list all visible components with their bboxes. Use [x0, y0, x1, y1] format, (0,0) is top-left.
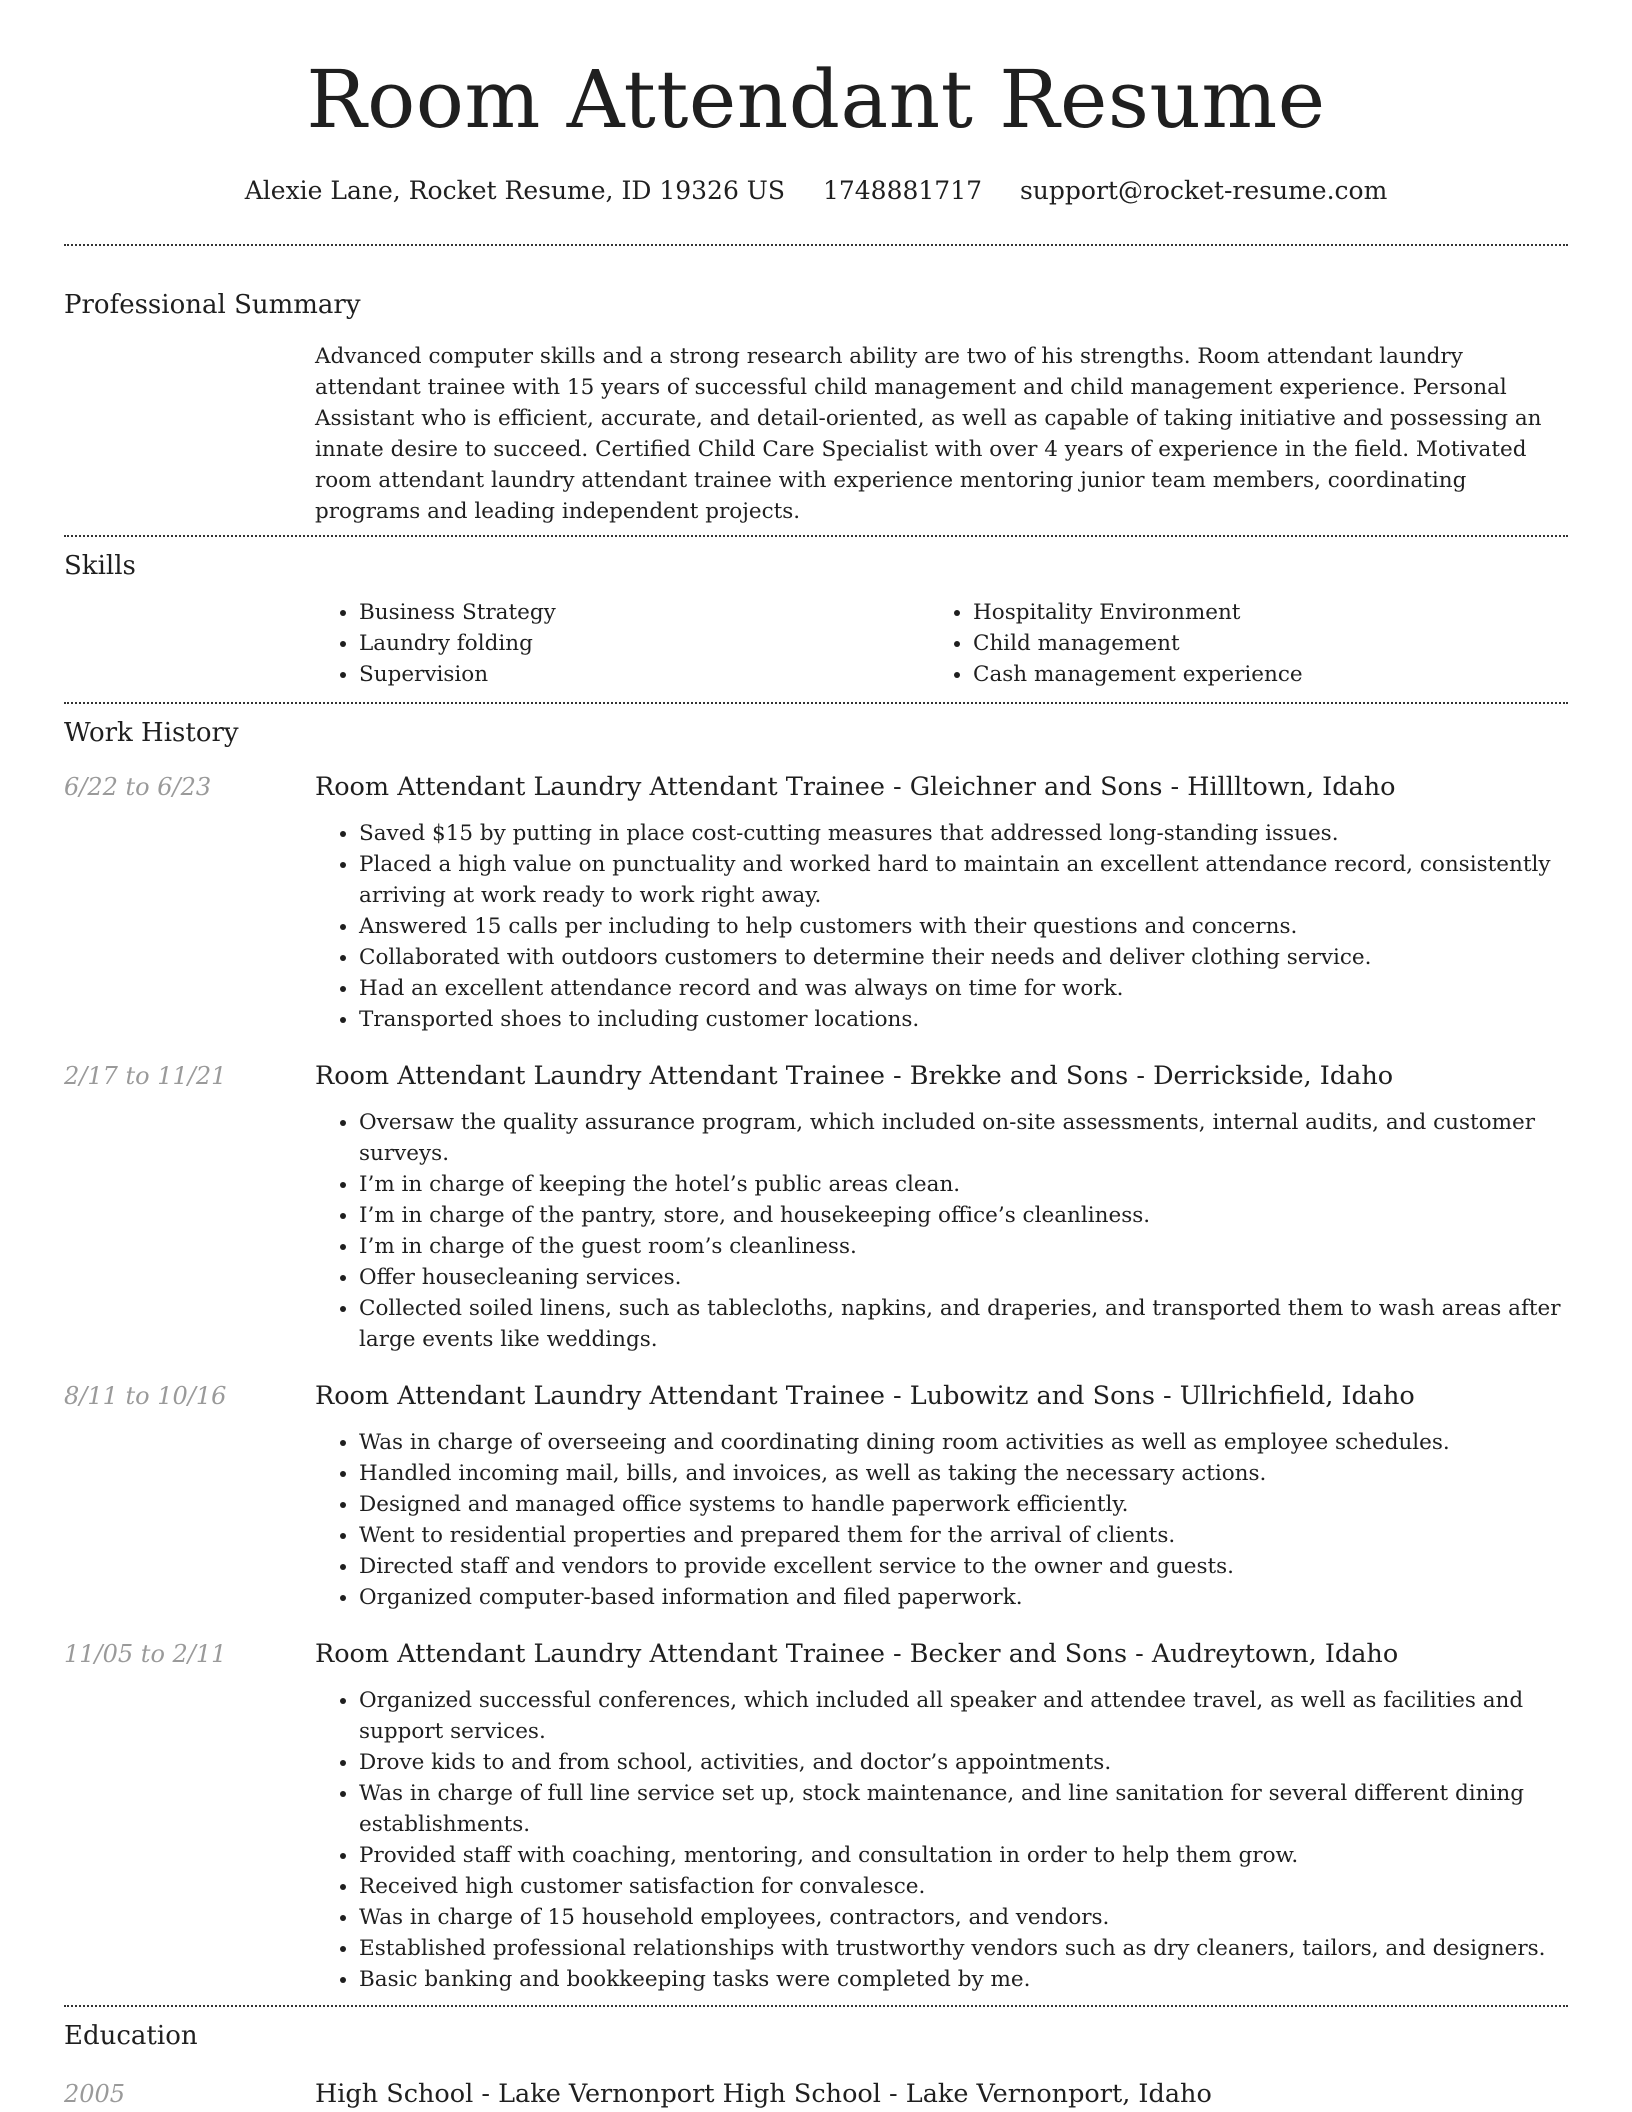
- job-bullet: • Handled incoming mail, bills, and invoices, as well as taking the necessary actions.: [359, 1458, 1568, 1489]
- resume-page: [64, 0, 1568, 2111]
- contact-line: [64, 174, 1568, 208]
- job-bullet: • Transported shoes to including customer locations.: [359, 1004, 1568, 1035]
- education-entry: [64, 2077, 1568, 2111]
- job-bullets: [315, 1427, 1568, 1613]
- job-bullet: • I’m in charge of keeping the hotel’s public areas clean.: [359, 1169, 1568, 1200]
- divider: [64, 244, 1568, 246]
- job-bullets: [315, 818, 1568, 1035]
- education-date: 2005: [64, 2080, 126, 2108]
- job-entry: [64, 1637, 1568, 1995]
- summary-heading: Professional Summary: [64, 290, 361, 320]
- job-bullet: • Had an excellent attendance record and was always on time for work.: [359, 973, 1568, 1004]
- skill-item: • Child management: [973, 628, 1533, 659]
- skill-item: • Hospitality Environment: [973, 597, 1533, 628]
- job-bullet: • Organized successful conferences, which included all speaker and attendee travel, as well as facilities and support services.: [359, 1685, 1568, 1747]
- job-bullet: • I’m in charge of the pantry, store, and housekeeping office’s cleanliness.: [359, 1200, 1568, 1231]
- job-title: Room Attendant Laundry Attendant Trainee - Lubowitz and Sons - Ullrichfield, Idaho: [315, 1381, 1415, 1411]
- job-bullet: • Designed and managed office systems to handle paperwork efficiently.: [359, 1489, 1568, 1520]
- job-bullet: • Established professional relationships with trustworthy vendors such as dry cleaners, tailors, and designers.: [359, 1933, 1568, 1964]
- job-bullets: [315, 1107, 1568, 1355]
- divider: [64, 702, 1568, 704]
- job-bullet: • I’m in charge of the guest room’s cleanliness.: [359, 1231, 1568, 1262]
- skill-item: • Supervision: [359, 659, 929, 690]
- education-title: High School - Lake Vernonport High School - Lake Vernonport, Idaho: [315, 2079, 1212, 2109]
- job-bullet: • Went to residential properties and prepared them for the arrival of clients.: [359, 1520, 1568, 1551]
- job-bullet: • Was in charge of 15 household employees, contractors, and vendors.: [359, 1902, 1568, 1933]
- skills-column-left: [315, 597, 929, 690]
- job-bullet: • Placed a high value on punctuality and worked hard to maintain an excellent attendance record, consistently arriving at work ready to work right away.: [359, 849, 1568, 911]
- job-bullet: • Drove kids to and from school, activities, and doctor’s appointments.: [359, 1747, 1568, 1778]
- job-entry: [64, 770, 1568, 1035]
- job-date: 2/17 to 11/21: [64, 1062, 227, 1090]
- job-entry: [64, 1059, 1568, 1355]
- skill-item: • Laundry folding: [359, 628, 929, 659]
- job-bullet: • Collected soiled linens, such as tablecloths, napkins, and draperies, and transported them to wash areas after large events like weddings.: [359, 1293, 1568, 1355]
- job-bullet: • Provided staff with coaching, mentoring, and consultation in order to help them grow.: [359, 1840, 1568, 1871]
- job-title: Room Attendant Laundry Attendant Trainee - Becker and Sons - Audreytown, Idaho: [315, 1639, 1399, 1669]
- job-title: Room Attendant Laundry Attendant Trainee - Gleichner and Sons - Hillltown, Idaho: [315, 772, 1396, 802]
- job-bullet: • Offer housecleaning services.: [359, 1262, 1568, 1293]
- job-bullet: • Answered 15 calls per including to help customers with their questions and concerns.: [359, 911, 1568, 942]
- job-bullet: • Was in charge of full line service set up, stock maintenance, and line sanitation for several different dining establishments.: [359, 1778, 1568, 1840]
- skills-list: [315, 597, 1568, 690]
- job-bullet: • Was in charge of overseeing and coordinating dining room activities as well as employee schedules.: [359, 1427, 1568, 1458]
- skills-heading: Skills: [64, 551, 136, 581]
- job-title: Room Attendant Laundry Attendant Trainee - Brekke and Sons - Derrickside, Idaho: [315, 1061, 1394, 1091]
- divider: [64, 535, 1568, 537]
- job-bullet: • Oversaw the quality assurance program, which included on-site assessments, internal audits, and customer surveys.: [359, 1107, 1568, 1169]
- job-date: 6/22 to 6/23: [64, 773, 212, 801]
- job-bullet: • Received high customer satisfaction for convalesce.: [359, 1871, 1568, 1902]
- job-bullet: • Saved $15 by putting in place cost-cutting measures that addressed long-standing issues.: [359, 818, 1568, 849]
- divider: [64, 2005, 1568, 2007]
- job-bullet: • Directed staff and vendors to provide excellent service to the owner and guests.: [359, 1551, 1568, 1582]
- education-heading: Education: [64, 2021, 198, 2051]
- job-date: 8/11 to 10/16: [64, 1382, 227, 1410]
- contact-address: Alexie Lane, Rocket Resume, ID 19326 US: [244, 176, 785, 205]
- job-bullets: [315, 1685, 1568, 1995]
- job-bullet: • Basic banking and bookkeeping tasks were completed by me.: [359, 1964, 1568, 1995]
- job-entry: [64, 1379, 1568, 1613]
- contact-phone: 1748881717: [822, 176, 983, 205]
- work-history-heading: Work History: [64, 718, 239, 748]
- contact-email: support@rocket-resume.com: [1019, 176, 1388, 205]
- job-list: [64, 770, 1568, 1995]
- skills-column-right: [929, 597, 1533, 690]
- resume-title: Room Attendant Resume: [306, 53, 1326, 146]
- job-bullet: • Organized computer-based information and filed paperwork.: [359, 1582, 1568, 1613]
- skill-item: • Cash management experience: [973, 659, 1533, 690]
- skill-item: • Business Strategy: [359, 597, 929, 628]
- summary-text: Advanced computer skills and a strong research ability are two of his strengths. Room attendant laundry attendant trainee with 15 years of successful child management and child management experience. Personal Assistant who is efficient, accurate, and detail-oriented, as well as capable of taking initiative and possessing an innate desire to succeed. Certified Child Care Specialist with over 4 years of experience in the field. Motivated room attendant laundry attendant trainee with experience mentoring junior team members, coordinating programs and leading independent projects.: [315, 344, 1542, 524]
- job-date: 11/05 to 2/11: [64, 1640, 227, 1668]
- job-bullet: • Collaborated with outdoors customers to determine their needs and deliver clothing service.: [359, 942, 1568, 973]
